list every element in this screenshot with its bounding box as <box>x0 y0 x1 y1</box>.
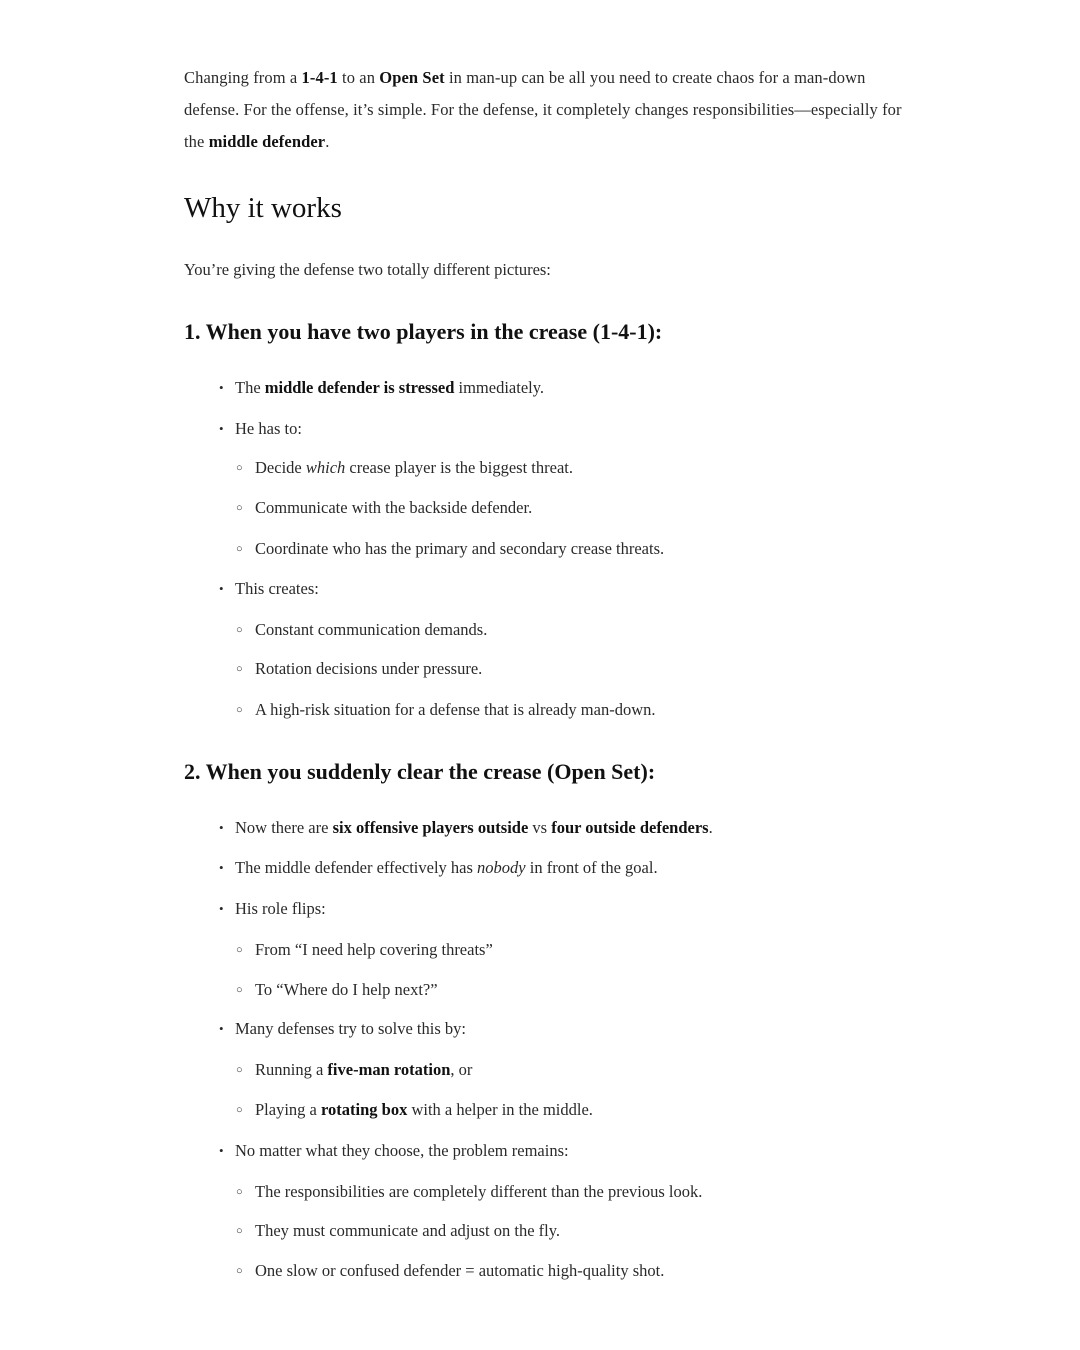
sub-list-item <box>236 618 487 642</box>
sub-list-item <box>236 537 664 561</box>
bullet-disc-icon: • <box>219 380 224 395</box>
list-text: Constant communication demands. <box>255 620 488 639</box>
bullet-circle-icon: ○ <box>236 462 243 474</box>
list-text: with a helper in the middle. <box>407 1100 593 1119</box>
list-text: , or <box>450 1060 473 1079</box>
bullet-circle-icon: ○ <box>236 663 243 675</box>
sub-list-item <box>236 938 493 962</box>
sub-list-item <box>236 657 482 681</box>
list-text: A high-risk situation for a defense that is already man-down. <box>255 700 656 719</box>
list-item <box>219 1139 569 1163</box>
list-item <box>219 856 658 880</box>
intro-text: Changing from a <box>184 68 302 87</box>
list-text: . <box>708 818 713 837</box>
bullet-disc-icon: • <box>219 1143 224 1158</box>
bullet-circle-icon: ○ <box>236 944 243 956</box>
list-item <box>219 1017 466 1041</box>
list-text: He has to: <box>235 419 302 438</box>
list-text: Coordinate who has the primary and secondary crease threats. <box>255 539 665 558</box>
list-bold: six offensive players outside <box>332 818 529 837</box>
bullet-circle-icon: ○ <box>236 984 243 996</box>
section2-title: 2. When you suddenly clear the crease (Open Set): <box>184 759 656 784</box>
intro-paragraph <box>184 62 924 158</box>
list-item <box>219 417 302 441</box>
intro-bold-middle-defender: middle defender <box>208 132 326 151</box>
section-heading: Why it works <box>184 192 342 224</box>
list-text: The <box>235 378 265 397</box>
sub-list-item <box>236 1180 702 1204</box>
bullet-circle-icon: ○ <box>236 1064 243 1076</box>
list-text: Decide <box>255 458 306 477</box>
bullet-disc-icon: • <box>219 901 224 916</box>
sub-list-item <box>236 1259 664 1283</box>
list-item <box>219 897 326 921</box>
bullet-disc-icon: • <box>219 860 224 875</box>
bullet-disc-icon: • <box>219 581 224 596</box>
list-text: One slow or confused defender = automatic high-quality shot. <box>255 1261 665 1280</box>
sub-list-item <box>236 1058 472 1082</box>
list-bold: four outside defenders <box>551 818 709 837</box>
list-text: Communicate with the backside defender. <box>255 498 533 517</box>
list-bold: rotating box <box>321 1100 408 1119</box>
sub-list-item <box>236 1098 593 1122</box>
list-item <box>219 577 319 601</box>
intro-text: to an <box>337 68 380 87</box>
intro-bold-formation: 1-4-1 <box>301 68 338 87</box>
list-text: No matter what they choose, the problem remains: <box>235 1141 569 1160</box>
bullet-disc-icon: • <box>219 820 224 835</box>
list-bold: five-man rotation <box>327 1060 451 1079</box>
list-item <box>219 376 544 400</box>
list-text: Rotation decisions under pressure. <box>255 659 483 678</box>
list-text: Playing a <box>255 1100 321 1119</box>
lead-paragraph: You’re giving the defense two totally different pictures: <box>184 260 551 279</box>
list-text: Many defenses try to solve this by: <box>235 1019 466 1038</box>
list-text: From “I need help covering threats” <box>255 940 493 959</box>
intro-bold-open-set: Open Set <box>379 68 445 87</box>
sub-list-item <box>236 978 438 1002</box>
bullet-disc-icon: • <box>219 1021 224 1036</box>
sub-list-item <box>236 496 532 520</box>
list-bold: middle defender is stressed <box>264 378 455 397</box>
list-text: They must communicate and adjust on the fly. <box>255 1221 561 1240</box>
list-text: The middle defender effectively has <box>235 858 478 877</box>
sub-list-item <box>236 456 573 480</box>
sub-list-item <box>236 1219 560 1243</box>
list-emphasis: which <box>305 458 346 477</box>
list-text: vs <box>528 818 552 837</box>
bullet-circle-icon: ○ <box>236 1186 243 1198</box>
bullet-circle-icon: ○ <box>236 1104 243 1116</box>
bullet-circle-icon: ○ <box>236 543 243 555</box>
intro-text: . <box>325 132 330 151</box>
bullet-circle-icon: ○ <box>236 624 243 636</box>
list-text: crease player is the biggest threat. <box>345 458 573 477</box>
list-item <box>219 816 713 840</box>
intro-text: in man-up can be all you need to create chaos for a man-down defense. For the offense, it’s simple. For the defense, it completely changes responsibilities—especially for the <box>184 68 902 151</box>
bullet-disc-icon: • <box>219 421 224 436</box>
bullet-circle-icon: ○ <box>236 704 243 716</box>
section1-title: 1. When you have two players in the crease (1-4-1): <box>184 319 663 344</box>
bullet-circle-icon: ○ <box>236 1225 243 1237</box>
list-text: Running a <box>255 1060 328 1079</box>
list-text: Now there are <box>235 818 333 837</box>
bullet-circle-icon: ○ <box>236 502 243 514</box>
list-text: The responsibilities are completely different than the previous look. <box>255 1182 703 1201</box>
list-text: His role flips: <box>235 899 326 918</box>
sub-list-item <box>236 698 655 722</box>
list-text: To “Where do I help next?” <box>255 980 438 999</box>
list-text: in front of the goal. <box>525 858 658 877</box>
list-text: This creates: <box>235 579 319 598</box>
list-emphasis: nobody <box>477 858 526 877</box>
bullet-circle-icon: ○ <box>236 1265 243 1277</box>
list-text: immediately. <box>454 378 545 397</box>
